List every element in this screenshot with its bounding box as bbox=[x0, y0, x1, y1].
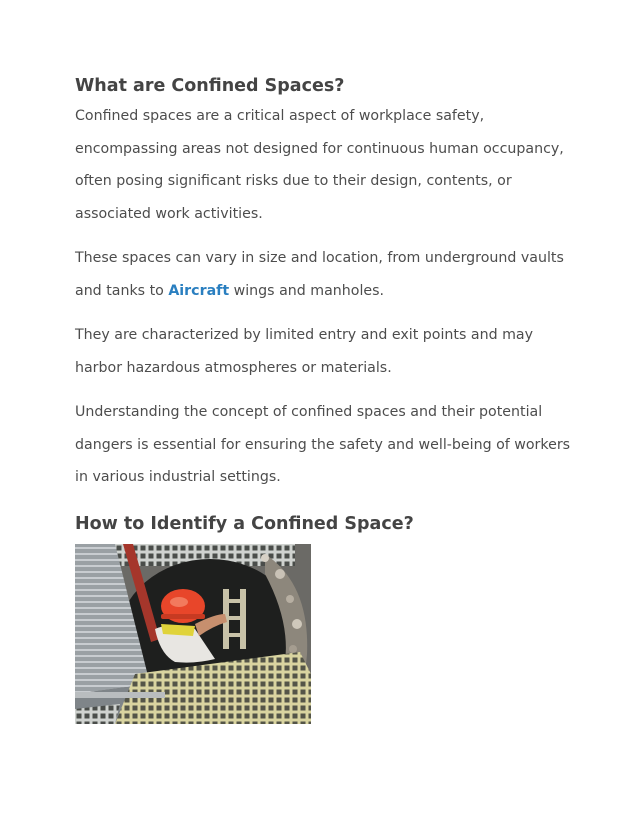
aircraft-link[interactable]: Aircraft bbox=[168, 282, 230, 299]
paragraph-examples-text-before: These spaces can vary in size and location, from underground vaults and tanks to bbox=[75, 250, 564, 299]
paragraph-characteristics: They are characterized by limited entry and exit points and may harbor hazardous atmospheres or materials. bbox=[75, 327, 533, 376]
article bbox=[75, 72, 575, 724]
paragraph-examples-text-after: wings and manholes. bbox=[229, 282, 385, 299]
paragraph-examples bbox=[75, 242, 575, 307]
section-heading-identify: How to Identify a Confined Space? bbox=[75, 513, 414, 534]
paragraph-definition: Confined spaces are a critical aspect of workplace safety, encompassing areas not designed for continuous human occupancy, often posing significant risks due to their design, contents, or associated work activities. bbox=[75, 108, 564, 222]
paragraph-importance: Understanding the concept of confined spaces and their potential dangers is essential for ensuring the safety and well-being of workers in various industrial settings. bbox=[75, 404, 571, 485]
section-heading-confined-spaces: What are Confined Spaces? bbox=[75, 76, 345, 96]
worker-in-manhole-photo bbox=[75, 544, 311, 724]
